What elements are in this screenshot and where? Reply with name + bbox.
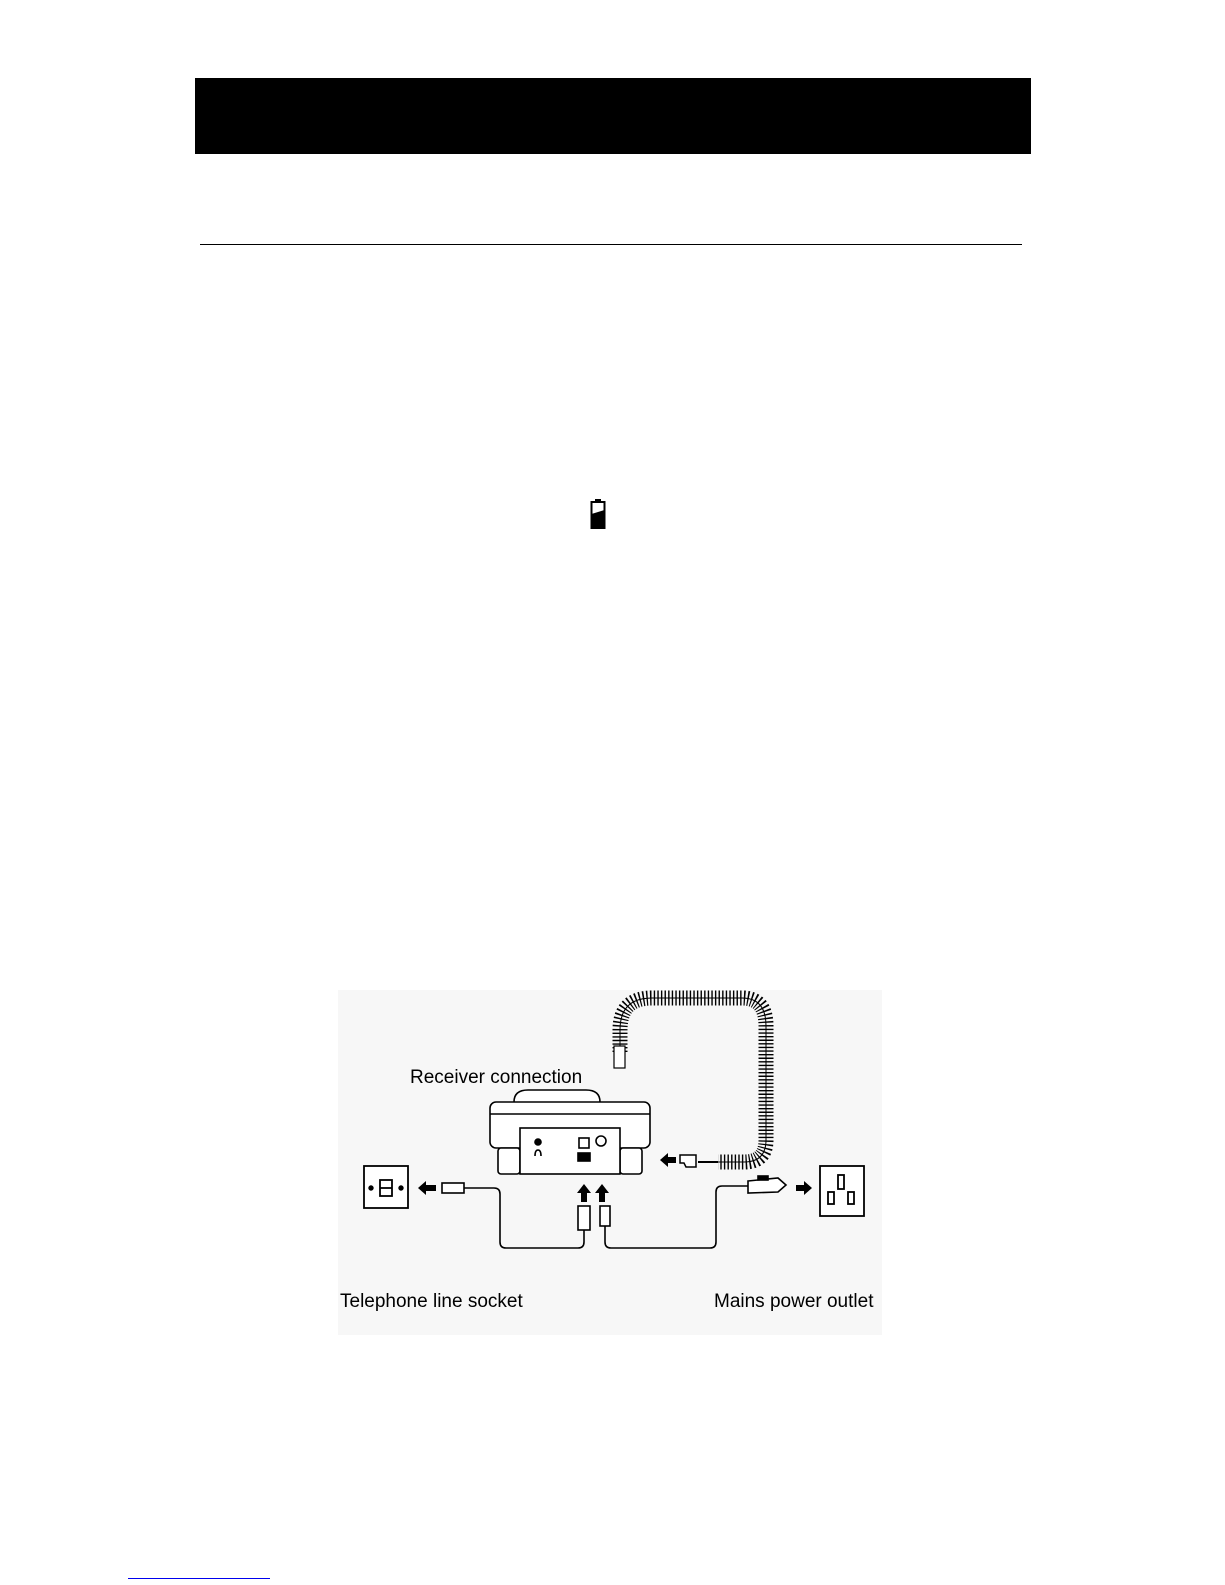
battery-low-icon — [590, 498, 606, 530]
telephone-line-socket — [364, 1166, 408, 1208]
receiver-connection-label: Receiver connection — [410, 1067, 583, 1088]
footer-link-underline[interactable] — [128, 1578, 270, 1579]
connection-diagram-art — [338, 990, 882, 1335]
telephone-line-socket-label: Telephone line socket — [340, 1291, 523, 1312]
section-divider — [200, 244, 1022, 245]
wall-jack-plug — [442, 1183, 464, 1193]
mains-power-outlet-label: Mains power outlet — [714, 1291, 874, 1312]
telephone-base — [490, 1090, 650, 1174]
mains-power-outlet — [820, 1166, 864, 1216]
header-bar — [195, 78, 1031, 154]
connection-diagram — [338, 990, 882, 1335]
